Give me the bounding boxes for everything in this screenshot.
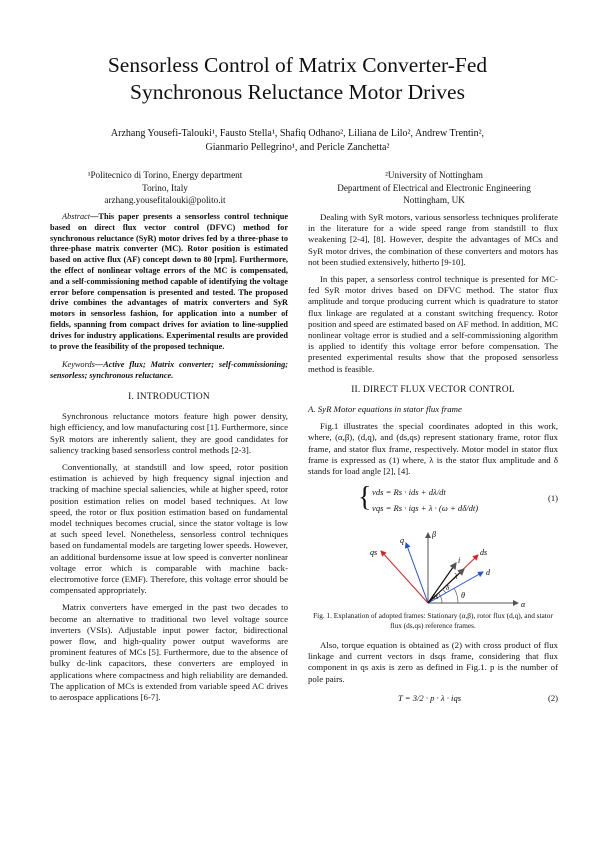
abstract-text: —This paper presents a sensorless control technique based on direct flux vector control (DFVC) method for synchronous reluctance (SyR) motor drives fed by a three-phase to three-phase matrix converter (MC). Rotor position is estimated based on active flux (AF) concept down to 80 [rpm]. Furthermore, the effect of nonlinear voltage errors of the MC is compensated, and a self-commissioning method capable of identifying the voltage error before compensation is presented and tested. The proposed drive combines the advantages of matrix converters and SyR motors in sensorless fashion, for application into a number of fields, spanning from compact drives for aviation to line-supplied drives for industry applications. Experimental results are provided to prove the feasibility of the proposed technique. (50, 212, 288, 351)
title-line-1: Sensorless Control of Matrix Converter-Fed (107, 53, 488, 77)
affiliation-nottingham (314, 169, 554, 207)
author-list (40, 127, 555, 155)
affiliation-1-line-1: ¹Politecnico di Torino, Energy department (87, 170, 243, 180)
title-line-2: Synchronous Reluctance Motor Drives (130, 80, 465, 104)
intro-paragraph-4: Dealing with SyR motors, various sensorless techniques proliferate in the literature for a wide speed range from standstill to flux weakening [2-4], [8]. However, despite the advantages of MCs and SyR motor drives, the combination of these converters and motors has not been studied extensively, hitherto [9-10]. (308, 212, 558, 267)
paper-title (40, 52, 555, 106)
intro-paragraph-3: Matrix converters have emerged in the past two decades to become an alternative to traditional two level voltage source inverters (VSIs). Adjustable input power factor, bidirectional power flow, and high-quality power output waveforms are prominent features of MCs [5]. Furthermore, due to the absence of bulky dc-link capacitors, these converters are employed in applications where compactness and high reliability are demanded. The application of MCs is extended from variable speed AC drives to aerospace applications [6-7]. (50, 602, 288, 703)
affiliation-2-line-2: Department of Electrical and Electronic Engineering (337, 182, 531, 193)
equation-2-number: (2) (547, 692, 558, 703)
label-i: i (458, 556, 461, 566)
section-2-heading: II. DIRECT FLUX VECTOR CONTROL (351, 384, 515, 395)
paragraph-torque: Also, torque equation is obtained as (2) with cross product of flux linkage and current vectors in dsqs frame, considering that flux component in qs axis is zero as defined in Fig.1. p is the number of pole pairs. (308, 640, 558, 684)
label-lambda: λ (454, 572, 458, 582)
equation-2-text: T = 3/2 · p · λ · iqs (398, 692, 462, 703)
label-theta: θ (461, 591, 465, 601)
label-d: d (486, 568, 490, 578)
qs-axis (381, 551, 428, 603)
left-column (50, 212, 288, 709)
label-delta: δ (446, 584, 450, 593)
affiliation-1-line-2: Torino, Italy (142, 182, 188, 193)
label-beta: β (432, 530, 436, 540)
affiliation-torino (50, 169, 280, 207)
authors-line-2: Gianmario Pellegrino¹, and Pericle Zanchetta² (205, 142, 390, 153)
label-q: q (400, 536, 404, 546)
authors-line-1: Arzhang Yousefi-Talouki¹, Fausto Stella¹, Shafiq Odhano², Liliana de Lilo², Andrew Trentin², (110, 128, 485, 139)
intro-paragraph-1: Synchronous reluctance motors feature high power density, high efficiency, and low manufacturing cost [1]. Furthermore, since SyR motors are inherently salient, they are good candidates for saliency tracking based sensorless control methods [2-3]. (50, 411, 288, 455)
figure-1-caption: Fig. 1. Explanation of adopted frames: Stationary (α,β), rotor flux (d,q), and stator flux (ds,qs) reference frames. (313, 611, 553, 630)
affiliation-2-line-1: ²University of Nottingham (385, 170, 483, 180)
equation-2 (308, 691, 558, 707)
label-alpha: α (521, 600, 526, 610)
paragraph-figure-description: Fig.1 illustrates the special coordinates adopted in this work, where, (α,β), (d,q), and (ds,qs) represent stationary frame, rotor flux frame, and stator flux frame, respectively. Motor model in stator flux frame is expressed as (1) where, λ is the stator flux amplitude and δ stands for load angle [2], [4]. (308, 421, 558, 477)
reference-frames-figure (308, 527, 558, 609)
section-1-heading: I. INTRODUCTION (128, 391, 210, 402)
label-theta-s: θs (432, 593, 439, 602)
q-axis (406, 543, 428, 603)
equation-1-line-1: vds = Rs · ids + dλ/dt (372, 487, 446, 498)
equation-1-brace: { (358, 482, 372, 514)
equation-1 (308, 483, 558, 519)
equation-1-number: (1) (547, 493, 558, 504)
abstract-lead: Abstract (62, 212, 91, 221)
theta-arc (454, 588, 458, 603)
affiliation-2-line-3: Nottingham, UK (403, 195, 465, 206)
keywords-lead: Keywords (62, 360, 95, 370)
subsection-a-heading: A. SyR Motor equations in stator flux frame (308, 404, 462, 415)
abstract (50, 212, 288, 352)
keywords-text: —Active flux; Matrix converter; self-commissioning; sensorless; synchronous reluctance. (50, 360, 288, 381)
intro-paragraph-2: Conventionally, at standstill and low speed, rotor position estimation is achieved by high frequency signal injection and tracking of machine special saliencies, while at higher speed, rotor position estimation relies on model based techniques. At low speed, the rotor or flux position estimation based on fundamental model techniques becomes crucial, since the stator voltage is low at such speed level. Nonetheless, sensorless control techniques based on fundamental models are targeting lower speeds. However, an additional burdensome issue at low speed is converter nonlinear voltage error which is comparable with machine back-electromotive force (EMF). Therefore, this voltage error should be compensated appropriately. (50, 461, 288, 596)
equation-1-line-2: vqs = Rs · iqs + λ · (ω + dδ/dt) (372, 503, 479, 514)
right-column (308, 212, 558, 715)
intro-paragraph-5: In this paper, a sensorless control technique is presented for MC-fed SyR motor drives based on DFVC method. The stator flux amplitude and torque producing current which is quadrature to stator flux linkage are regulated at a constant switching frequency. Rotor position and speed are estimated based on AF method. In addition, MC nonlinear voltage error is studied and a self-commissioning algorithm is applied to identify this voltage error before compensation. The presented experimental results show that the proposed sensorless method is feasible. (308, 274, 558, 374)
keywords (50, 360, 288, 382)
label-ds: ds (480, 548, 488, 558)
affiliation-1-email: arzhang.yousefitalouki@polito.it (104, 195, 226, 206)
label-qs: qs (370, 548, 378, 558)
